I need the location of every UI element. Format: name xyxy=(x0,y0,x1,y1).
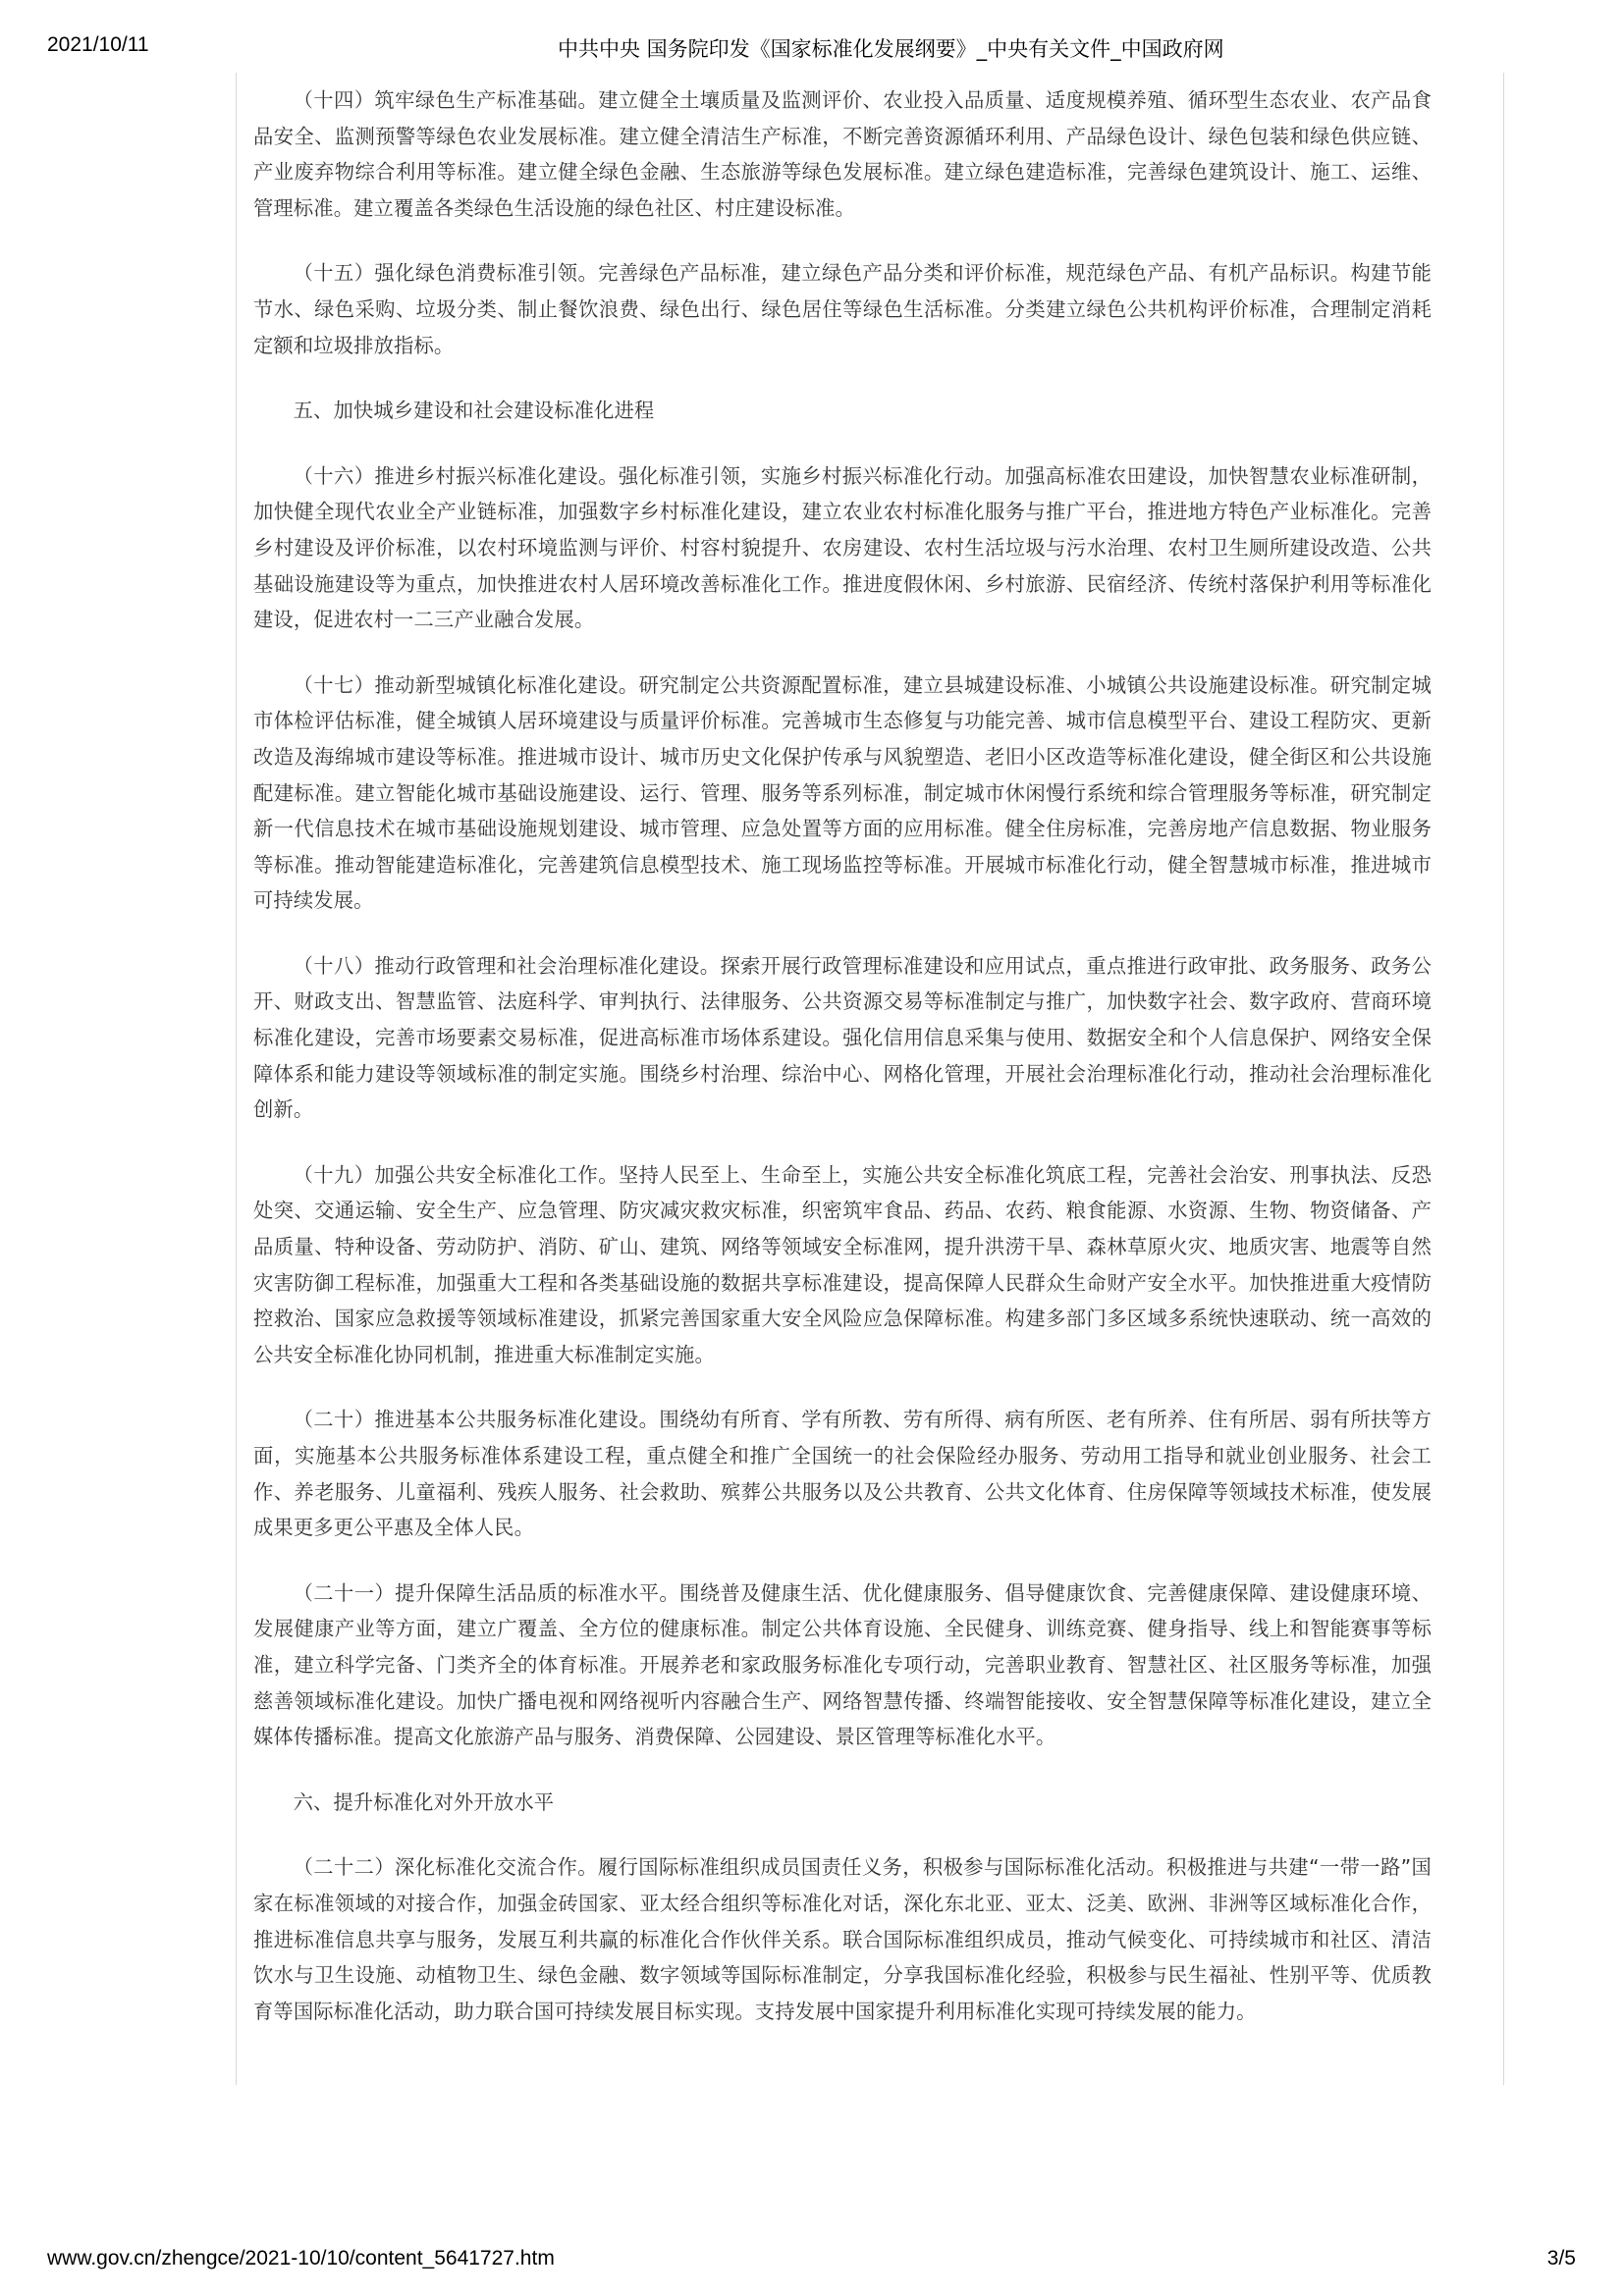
print-page-title: 中共中央 国务院印发《国家标准化发展纲要》_中央有关文件_中国政府网 xyxy=(558,37,1224,61)
paragraph-17: （十七）推动新型城镇化标准化建设。研究制定公共资源配置标准，建立县城建设标准、小城镇公共设施建设标准。研究制定城市体检评估标准，健全城镇人居环境建设与质量评价标准。完善城市生态修复与功能完善、城市信息模型平台、建设工程防灾、更新改造及海绵城市建设等标准。推进城市设计、城市历史文化保护传承与风貌塑造、老旧小区改造等标准化建设，健全街区和公共设施配建标准。建立智能化城市基础设施建设、运行、管理、服务等系列标准，制定城市休闲慢行系统和综合管理服务等标准，研究制定新一代信息技术在城市基础设施规划建设、城市管理、应急处置等方面的应用标准。健全住房标准，完善房地产信息数据、物业服务等标准。推动智能建造标准化，完善建筑信息模型技术、施工现场监控等标准。开展城市标准化行动，健全智慧城市标准，推进城市可持续发展。 xyxy=(253,672,1432,913)
print-header xyxy=(0,33,1623,69)
paragraph-16: （十六）推进乡村振兴标准化建设。强化标准引领，实施乡村振兴标准化行动。加强高标准农田建设，加快智慧农业标准研制，加快健全现代农业全产业链标准，加强数字乡村标准化建设，建立农业农村标准化服务与推广平台，推进地方特色产业标准化。完善乡村建设及评价标准，以农村环境监测与评价、村容村貌提升、农房建设、农村生活垃圾与污水治理、农村卫生厕所建设改造、公共基础设施建设等为重点，加快推进农村人居环境改善标准化工作。推进度假休闲、乡村旅游、民宿经济、传统村落保护利用等标准化建设，促进农村一二三产业融合发展。 xyxy=(253,463,1432,632)
paragraph-15: （十五）强化绿色消费标准引领。完善绿色产品标准，建立绿色产品分类和评价标准，规范绿色产品、有机产品标识。构建节能节水、绿色采购、垃圾分类、制止餐饮浪费、绿色出行、绿色居住等绿色生活标准。分类建立绿色公共机构评价标准，合理制定消耗定额和垃圾排放指标。 xyxy=(253,261,1432,357)
paragraph-21: （二十一）提升保障生活品质的标准水平。围绕普及健康生活、优化健康服务、倡导健康饮食、完善健康保障、建设健康环境、发展健康产业等方面，建立广覆盖、全方位的健康标准。制定公共体育设施、全民健身、训练竞赛、健身指导、线上和智能赛事等标准，建立科学完备、门类齐全的体育标准。开展养老和家政服务标准化专项行动，完善职业教育、智慧社区、社区服务等标准，加强慈善领域标准化建设。加快广播电视和网络视听内容融合生产、网络智慧传播、终端智能接收、安全智慧保障等标准化建设，建立全媒体传播标准。提高文化旅游产品与服务、消费保障、公园建设、景区管理等标准化水平。 xyxy=(253,1580,1432,1749)
section-heading-5: 五、加快城乡建设和社会建设标准化进程 xyxy=(293,399,655,423)
page-url: www.gov.cn/zhengce/2021-10/10/content_5641727.htm xyxy=(47,2247,555,2269)
paragraph-18: （十八）推动行政管理和社会治理标准化建设。探索开展行政管理标准建设和应用试点，重点推进行政审批、政务服务、政务公开、财政支出、智慧监管、法庭科学、审判执行、法律服务、公共资源交易等标准制定与推广，加快数字社会、数字政府、营商环境标准化建设，完善市场要素交易标准，促进高标准市场体系建设。强化信用信息采集与使用、数据安全和个人信息保护、网络安全保障体系和能力建设等领域标准的制定实施。围绕乡村治理、综治中心、网格化管理，开展社会治理标准化行动，推动社会治理标准化创新。 xyxy=(253,953,1432,1122)
paragraph-20: （二十）推进基本公共服务标准化建设。围绕幼有所育、学有所教、劳有所得、病有所医、老有所养、住有所居、弱有所扶等方面，实施基本公共服务标准体系建设工程，重点健全和推广全国统一的社会保险经办服务、劳动用工指导和就业创业服务、社会工作、养老服务、儿童福利、残疾人服务、社会救助、殡葬公共服务以及公共教育、公共文化体育、住房保障等领域技术标准，使发展成果更多更公平惠及全体人民。 xyxy=(253,1408,1432,1540)
page-number: 3/5 xyxy=(1546,2247,1576,2269)
print-date: 2021/10/11 xyxy=(47,33,149,56)
print-footer xyxy=(0,2247,1623,2276)
article-body xyxy=(253,82,1432,2058)
paragraph-19: （十九）加强公共安全标准化工作。坚持人民至上、生命至上，实施公共安全标准化筑底工程，完善社会治安、刑事执法、反恐处突、交通运输、安全生产、应急管理、防灾减灾救灾标准，织密筑牢食品、药品、农药、粮食能源、水资源、生物、物资储备、产品质量、特种设备、劳动防护、消防、矿山、建筑、网络等领域安全标准网，提升洪涝干旱、森林草原火灾、地质灾害、地震等自然灾害防御工程标准，加强重大工程和各类基础设施的数据共享标准建设，提高保障人民群众生命财产安全水平。加快推进重大疫情防控救治、国家应急救援等领域标准建设，抓紧完善国家重大安全风险应急保障标准。构建多部门多区域多系统快速联动、统一高效的公共安全标准化协同机制，推进重大标准制定实施。 xyxy=(253,1162,1432,1366)
paragraph-14: （十四）筑牢绿色生产标准基础。建立健全土壤质量及监测评价、农业投入品质量、适度规模养殖、循环型生态农业、农产品食品安全、监测预警等绿色农业发展标准。建立健全清洁生产标准，不断完善资源循环利用、产品绿色设计、绿色包装和绿色供应链、产业废弃物综合利用等标准。建立健全绿色金融、生态旅游等绿色发展标准。建立绿色建造标准，完善绿色建筑设计、施工、运维、管理标准。建立覆盖各类绿色生活设施的绿色社区、村庄建设标准。 xyxy=(253,88,1432,220)
paragraph-22: （二十二）深化标准化交流合作。履行国际标准组织成员国责任义务，积极参与国际标准化活动。积极推进与共建“一带一路”国家在标准领域的对接合作，加强金砖国家、亚太经合组织等标准化对话，深化东北亚、亚太、泛美、欧洲、非洲等区域标准化合作，推进标准信息共享与服务，发展互利共赢的标准化合作伙伴关系。联合国际标准组织成员，推动气候变化、可持续城市和社区、清洁饮水与卫生设施、动植物卫生、绿色金融、数字领域等国际标准制定，分享我国标准化经验，积极参与民生福祉、性别平等、优质教育等国际标准化活动，助力联合国可持续发展目标实现。支持发展中国家提升利用标准化实现可持续发展的能力。 xyxy=(253,1855,1432,2023)
section-heading-6: 六、提升标准化对外开放水平 xyxy=(293,1789,555,1814)
